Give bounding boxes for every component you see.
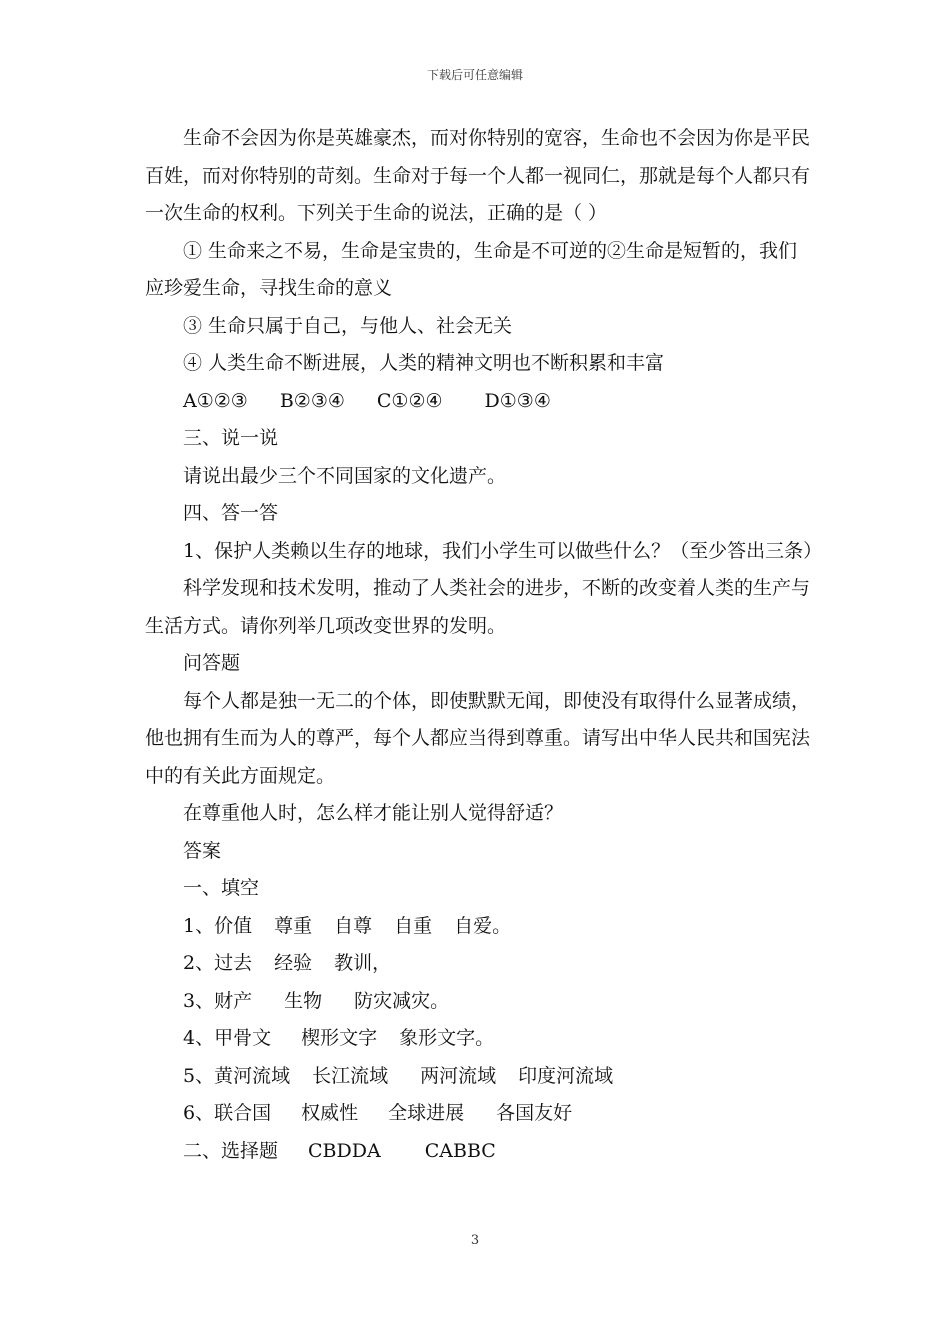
- answer-cell: 权威性: [301, 1102, 359, 1124]
- section3-title: 三、说一说: [183, 427, 279, 449]
- answers-title: 答案: [183, 839, 222, 862]
- answer-cell: 教训，: [334, 952, 392, 974]
- answer-row-2: [145, 945, 815, 983]
- question-item-3: ③ 生命只属于自己，与他人、社会无关: [183, 314, 513, 337]
- answer-cell: 楔形文字: [301, 1027, 378, 1049]
- answer-cell: 印度河流域: [518, 1064, 614, 1087]
- answer-row-choice: [145, 1133, 815, 1171]
- answer-cell: 象形文字。: [399, 1027, 495, 1049]
- answer-cell: 全球进展: [388, 1102, 465, 1124]
- question-item-1: ① 生命来之不易，生命是宝贵的，生命是不可逆的②生命是短暂的，我们应珍爱生命，寻找生命的意义: [145, 239, 798, 299]
- wenda-title: 问答题: [183, 652, 241, 674]
- answer-cell: CABBC: [424, 1139, 496, 1162]
- answer-cell: 2、过去: [183, 952, 253, 974]
- answer-cell: 二、选择题: [183, 1139, 279, 1162]
- section4-title: 四、答一答: [183, 502, 279, 524]
- fill-title: 一、填空: [183, 877, 260, 899]
- section4-question-1: 1、保护人类赖以生存的地球，我们小学生可以做些什么？（至少答出三条）: [183, 539, 823, 562]
- document-body: [145, 120, 823, 1170]
- answer-cell: 两河流域: [420, 1064, 497, 1087]
- question-stem: 生命不会因为你是英雄豪杰，而对你特别的宽容，生命也不会因为你是平民百姓，而对你特别的苛刻。生命对于每一个人都一视同仁，那就是每个人都只有一次生命的权利。下列关于生命的说法，正确的是（ ）: [145, 127, 811, 224]
- answer-cell: 4、甲骨文: [183, 1027, 272, 1049]
- wenda-question-1: 每个人都是独一无二的个体，即使默默无闻，即使没有取得什么显著成绩，他也拥有生而为人的尊严，每个人都应当得到尊重。请写出中华人民共和国宪法中的有关此方面规定。: [145, 689, 811, 787]
- answer-cell: 5、黄河流域: [183, 1064, 291, 1087]
- answer-cell: 6、联合国: [183, 1102, 272, 1124]
- answer-cell: 自爱。: [454, 914, 512, 937]
- answer-cell: 自尊: [334, 914, 373, 937]
- section4-question-2: 科学发现和技术发明，推动了人类社会的进步，不断的改变着人类的生产与生活方式。请你列举几项改变世界的发明。: [145, 577, 811, 637]
- answer-cell: 长江流域: [312, 1064, 389, 1087]
- answer-cell: 1、价值: [183, 914, 253, 937]
- wenda-question-2: 在尊重他人时，怎么样才能让别人觉得舒适？: [183, 802, 564, 824]
- answer-cell: 生物: [284, 989, 323, 1012]
- answer-row-1: [145, 908, 815, 946]
- answer-cell: 尊重: [274, 914, 313, 937]
- answer-cell: 经验: [274, 952, 313, 974]
- option-b: B②③④: [279, 389, 345, 412]
- answer-cell: 自重: [394, 914, 433, 937]
- answer-cell: 防灾减灾。: [354, 989, 450, 1012]
- option-a: A①②③: [183, 389, 248, 412]
- answer-row-4: [145, 1020, 815, 1058]
- question-item-4: ④ 人类生命不断进展，人类的精神文明也不断积累和丰富: [183, 352, 665, 374]
- page-number: 3: [470, 1233, 480, 1248]
- option-d: D①③④: [484, 389, 551, 412]
- question-options: [145, 383, 815, 421]
- answer-cell: 3、财产: [183, 989, 253, 1012]
- answer-row-6: [145, 1095, 815, 1133]
- answer-row-3: [145, 983, 815, 1021]
- page-header: 下载后可任意编辑: [426, 68, 523, 82]
- answer-row-5: [145, 1058, 815, 1096]
- answer-cell: 各国友好: [496, 1102, 573, 1124]
- option-c: C①②④: [376, 389, 443, 412]
- answer-cell: CBDDA: [308, 1139, 381, 1162]
- section3-question: 请说出最少三个不同国家的文化遗产。: [183, 464, 507, 487]
